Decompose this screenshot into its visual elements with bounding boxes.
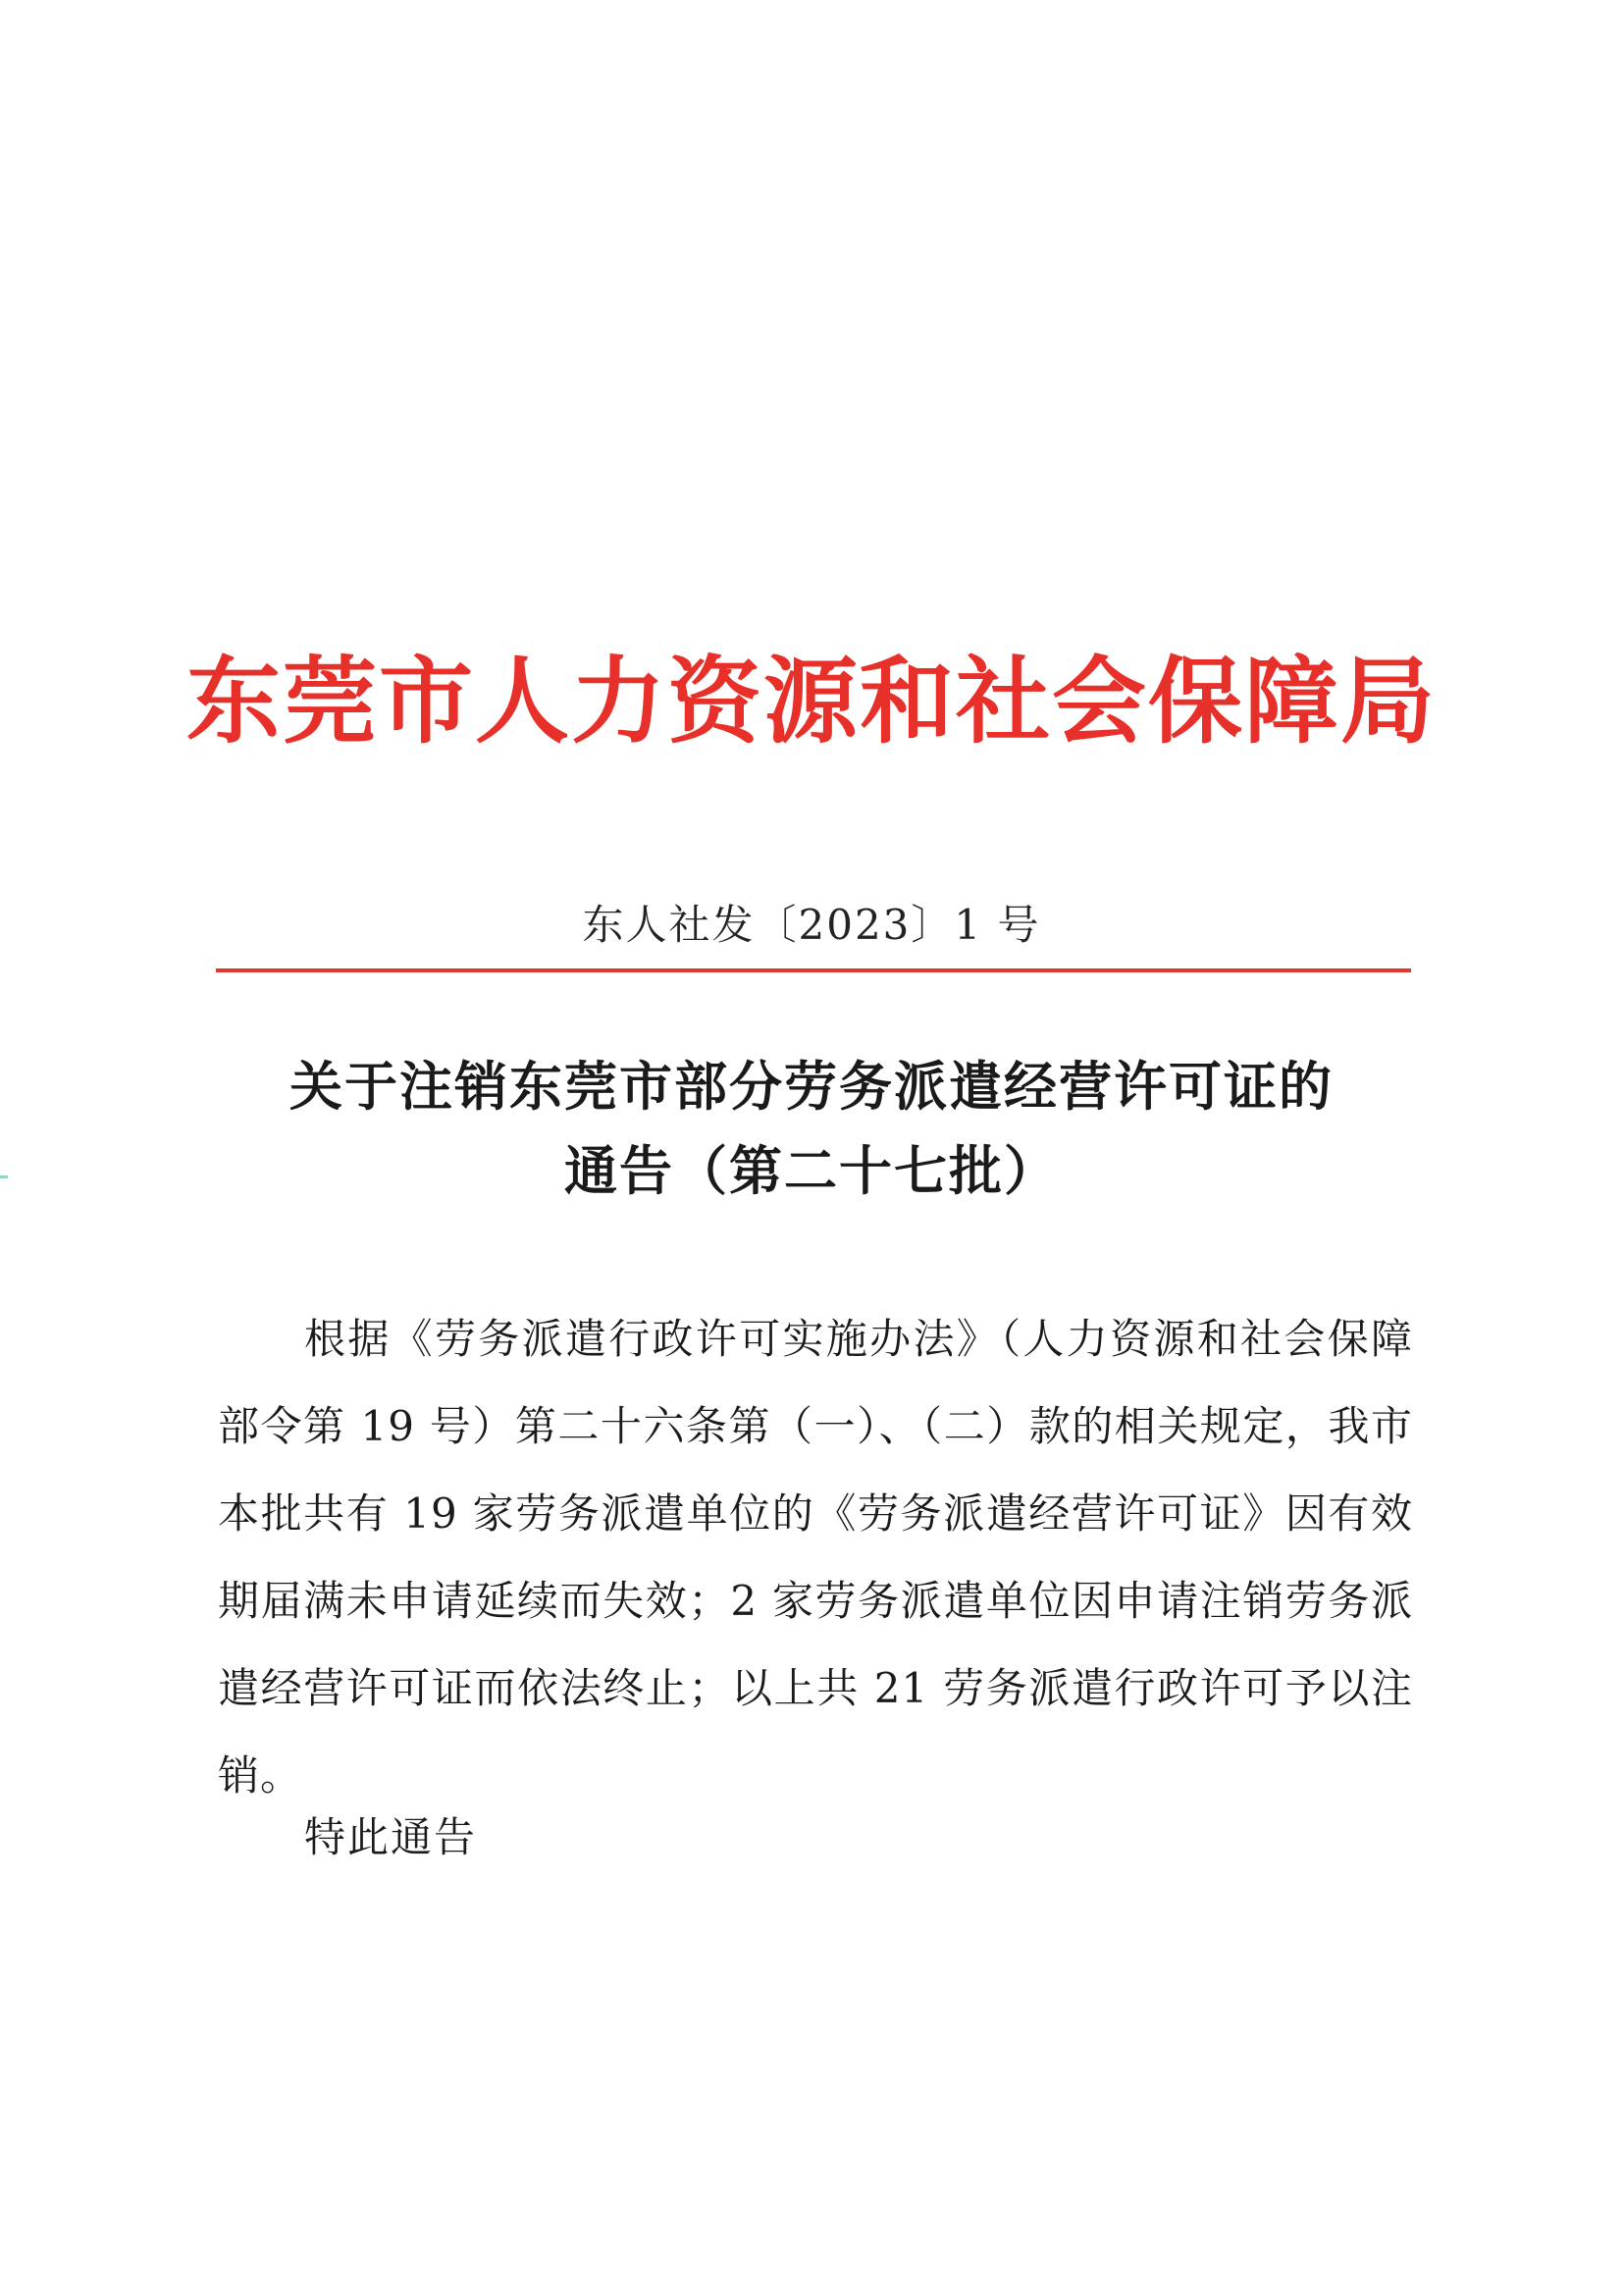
agency-letterhead: 东莞市人力资源和社会保障局 <box>186 647 1437 757</box>
body-paragraph: 根据《劳务派遣行政许可实施办法》（人力资源和社会保障部令第 19 号）第二十六条第（一）、（二）款的相关规定，我市本批共有 19 家劳务派遣单位的《劳务派遣经营许可证》因有效期届满未申请延续而失效；2 家劳务派遣单位因申请注销劳务派遣经营许可证而依法终止；以上共 21 劳务派遣行政许可予以注销。 <box>218 1315 1413 1800</box>
closing-phrase: 特此通告 <box>304 1813 478 1861</box>
document-number: 东人社发〔2023〕1 号 <box>582 901 1041 949</box>
notice-title-line-1: 关于注销东莞市部分劳务派遣经营许可证的 <box>289 1056 1334 1118</box>
notice-title <box>0 1045 1623 1214</box>
red-divider-rule <box>216 968 1411 972</box>
notice-title-line-2: 通告（第二十七批） <box>564 1140 1059 1202</box>
margin-mark <box>0 1175 8 1178</box>
